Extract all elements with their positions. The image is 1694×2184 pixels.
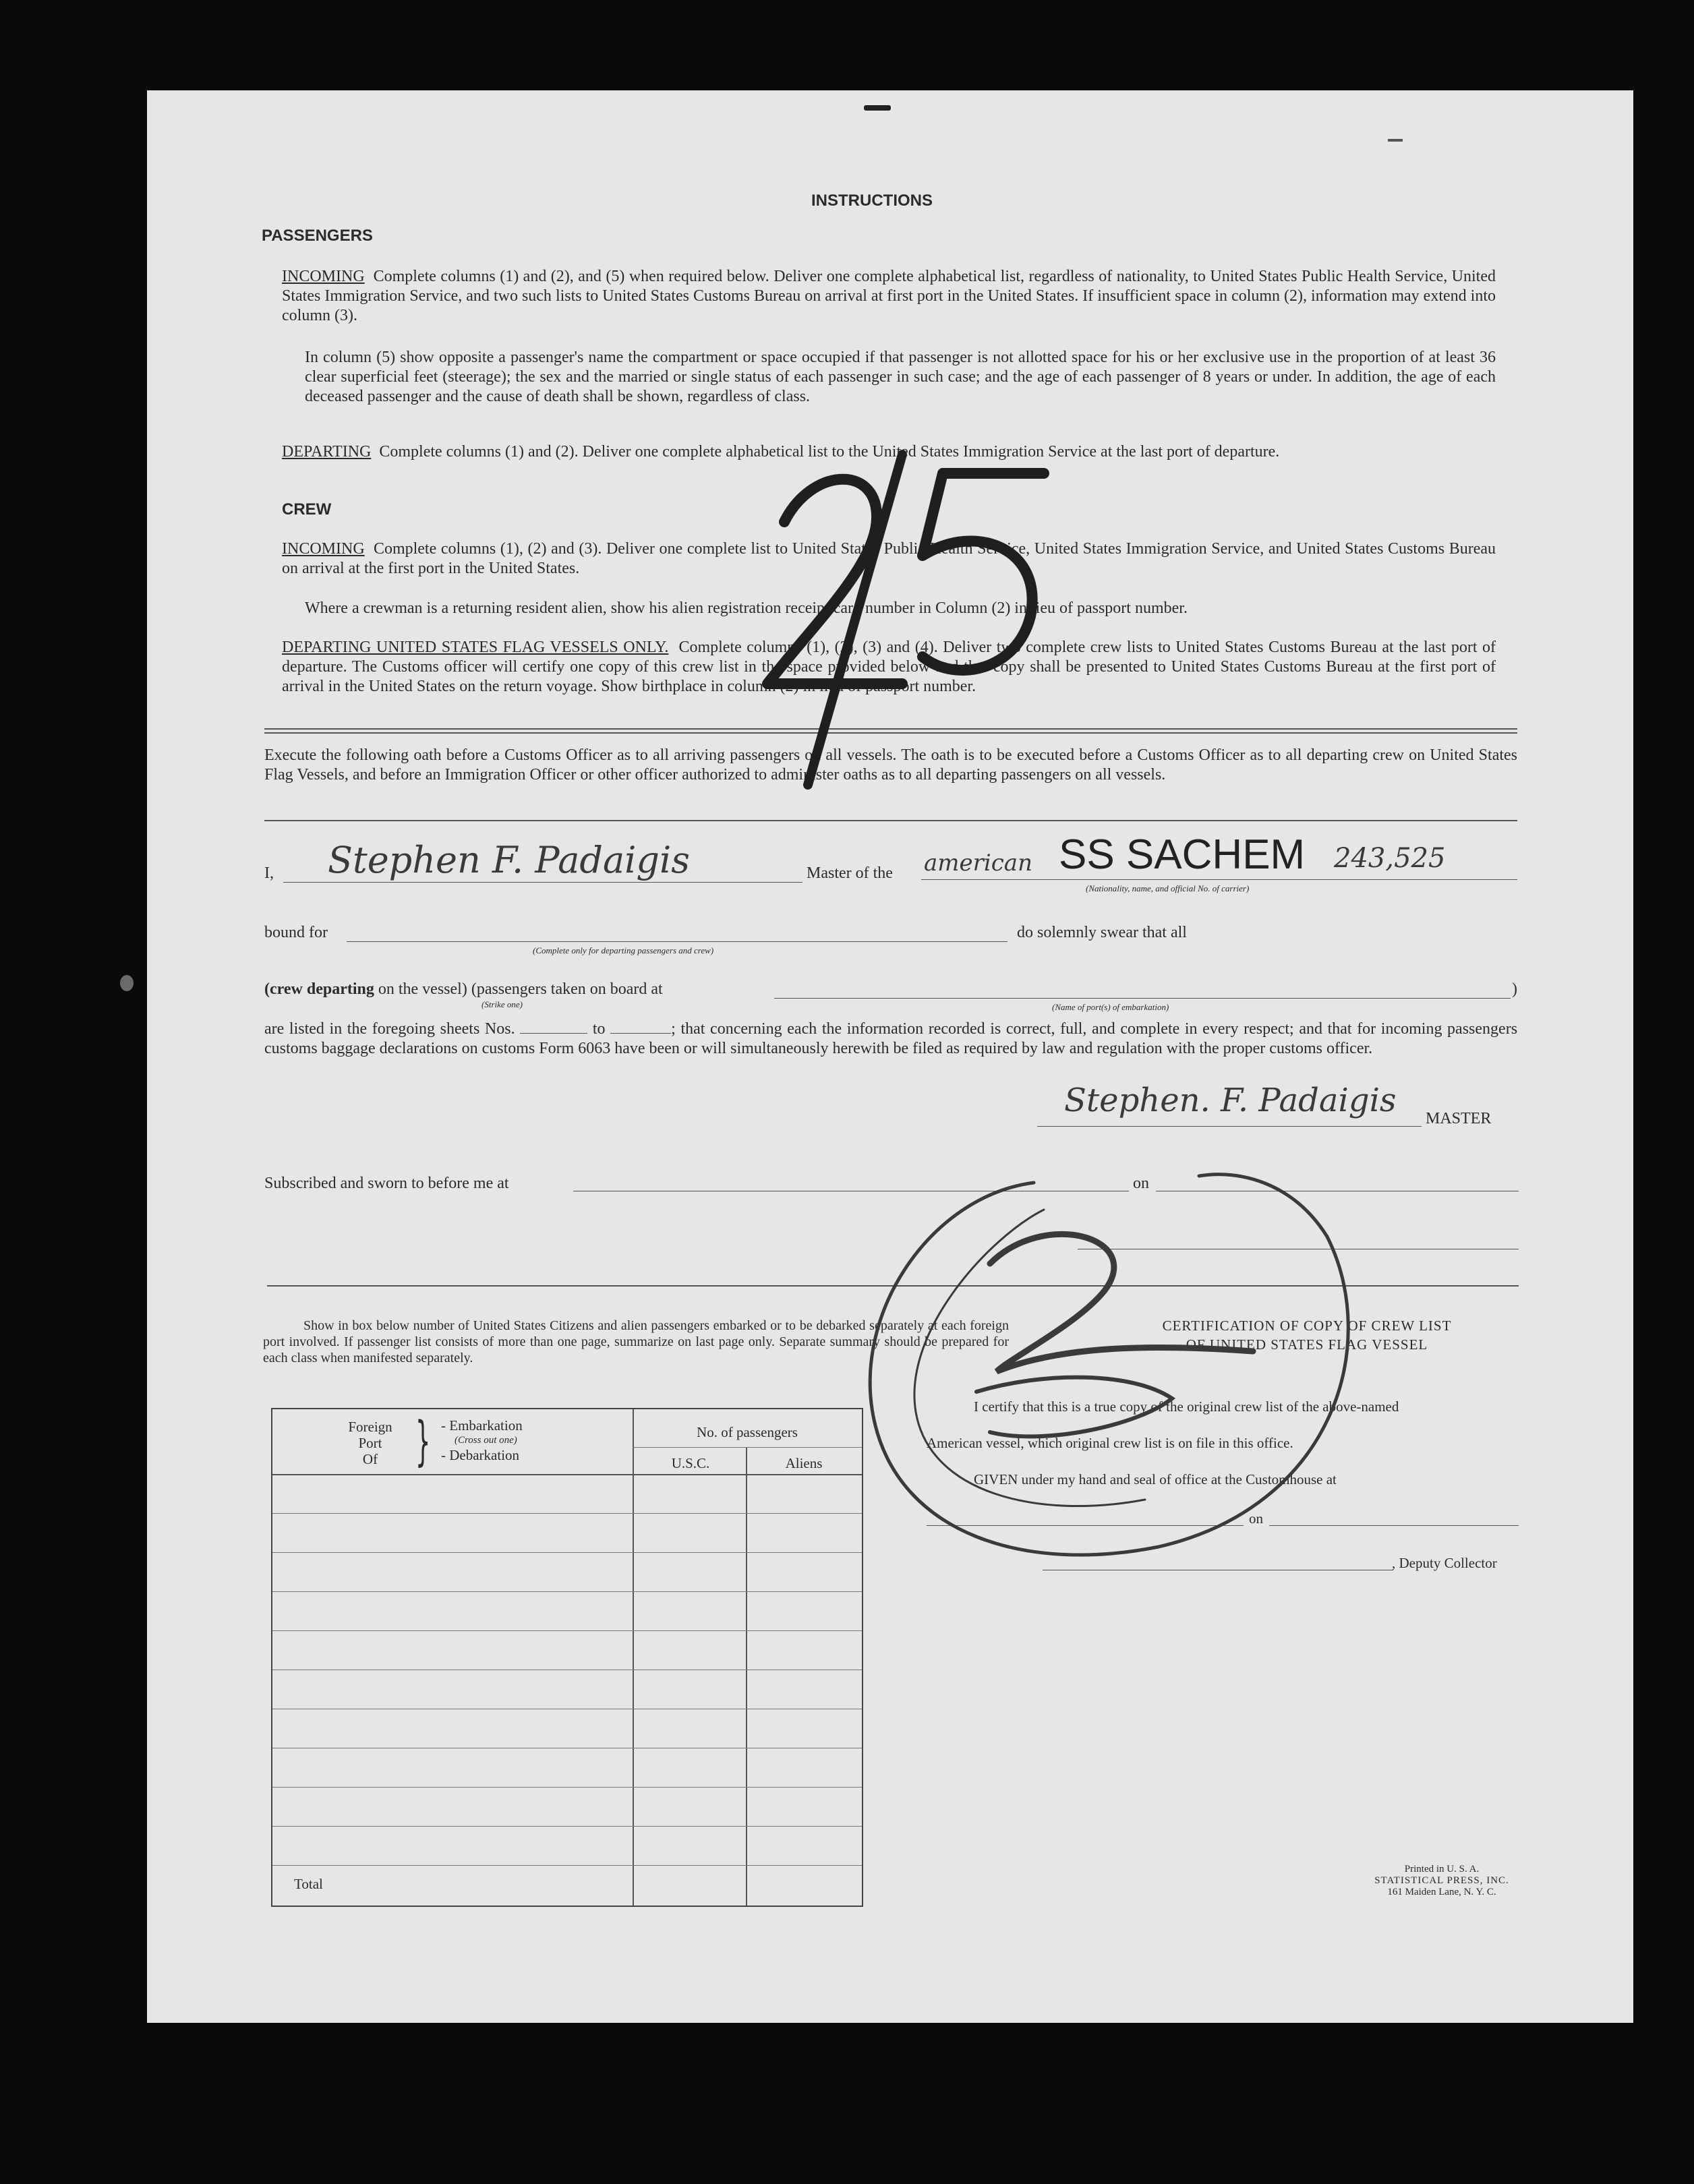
left-punch-mark <box>120 975 134 991</box>
passengers-heading: PASSENGERS <box>262 227 373 245</box>
crew-incoming-text: Complete columns (1), (2) and (3). Deliver one complete list to United States Public Health Service, United States Immigration Service, and United States Customs Bureau on arrival at the first port in the United States. <box>282 540 1496 577</box>
brace-glyph: } <box>415 1411 431 1472</box>
top-right-mark <box>1388 139 1403 142</box>
crew-incoming-label: INCOMING <box>282 540 365 558</box>
flag-vessels-label: DEPARTING UNITED STATES FLAG VESSELS ONLY. <box>282 639 669 656</box>
column5-paragraph: In column (5) show opposite a passenger's name the compartment or space occupied if that passenger is not allotted space for his or her exclusive use in the proportion of at least 36 clear superficial feet (steerage); the sex and the married or single status of each passenger in such case; and the age of each passenger of 8 years or under. In addition, the age of each deceased passenger and the cause of death shall be shown, regardless of class. <box>305 349 1496 405</box>
document-sheet <box>147 90 1633 2023</box>
crewman-paragraph: Where a crewman is a returning resident alien, show his alien registration receipt card number in Column (2) in lieu of passport number. <box>305 599 1188 617</box>
bound-for-label: bound for <box>264 924 328 941</box>
passengers-departing-label: DEPARTING <box>282 443 372 461</box>
debarkation-label: - Debarkation <box>441 1447 520 1463</box>
printer-line2: STATISTICAL PRESS, INC. <box>1374 1875 1509 1886</box>
passengers-incoming-text: Complete columns (1) and (2), and (5) when required below. Deliver one complete alphabetical list, regardless of nationality, to United States Public Health Service, United States Immigration Service, and two such lists to United States Customs Bureau on arrival at first port in the United States. If insufficient space in column (2), information may extend into column (3). <box>282 268 1496 324</box>
listed-text-1: are listed in the foregoing sheets Nos. <box>264 1020 515 1038</box>
to-label: to <box>592 1020 606 1038</box>
pencil-sheet-number-mark <box>147 90 1633 2023</box>
i-label: I, <box>264 864 274 882</box>
flag-vessels-text: Complete columns (1), (2), (3) and (4). Deliver two complete crew lists to United States Customs Bureau at the last port of departure. The Customs officer will certify one copy of this crew list in the space provided below and that copy shall be presented to United States Customs Bureau at the first port of arrival in the United States on the return voyage. Show birthplace in column (2) in lieu of passport number. <box>282 639 1496 695</box>
no-of-passengers-header: No. of passengers <box>697 1424 798 1440</box>
listed-text-2: ; that concerning each the information recorded is correct, full, and complete in every respect; and that for incoming passengers customs baggage declarations on customs Form 6063 have been or will simultaneously herewith be filed as required by law and regulation with the proper customs officer. <box>264 1020 1518 1057</box>
nationality-handwritten: american <box>924 850 1032 877</box>
cross-out-label: (Cross out one) <box>455 1435 517 1446</box>
given-text: GIVEN under my hand and seal of office at the Customhouse at <box>974 1471 1337 1487</box>
foreign-label: Foreign <box>348 1419 392 1435</box>
summary-note: Show in box below number of United States Citizens and alien passengers embarked or to be debarked separately at each foreign port involved. If passenger list consists of more than one page, summarize on last page only. Separate summary should be prepared for each class when manifested separately. <box>263 1318 1009 1365</box>
passengers-departing-text: Complete columns (1) and (2). Deliver one complete alphabetical list to the United States Immigration Service at the last port of departure. <box>379 443 1280 461</box>
master-label: MASTER <box>1426 1110 1492 1127</box>
certification-on-label: on <box>1249 1510 1263 1527</box>
bound-for-caption: (Complete only for departing passengers and crew) <box>533 945 714 955</box>
top-margin-mark <box>864 105 891 111</box>
embarkation-label: - Embarkation <box>441 1417 523 1434</box>
instructions-title: INSTRUCTIONS <box>811 191 933 210</box>
printer-line3: 161 Maiden Lane, N. Y. C. <box>1387 1887 1496 1897</box>
passengers-incoming-label: INCOMING <box>282 268 365 285</box>
usc-header: U.S.C. <box>671 1455 710 1471</box>
master-name-handwritten: Stephen F. Padaigis <box>328 839 690 881</box>
crew-heading: CREW <box>282 500 332 519</box>
close-paren: ) <box>1512 980 1517 998</box>
master-of-label: Master of the <box>807 864 893 882</box>
certify-text: I certify that this is a true copy of the original crew list of the above-named <box>974 1398 1399 1415</box>
carrier-caption: (Nationality, name, and official No. of carrier) <box>1086 883 1250 893</box>
on-vessel-text: on the vessel) (passengers taken on board at <box>378 980 663 998</box>
of-label: Of <box>362 1451 378 1467</box>
subscribed-label: Subscribed and sworn to before me at <box>264 1175 509 1192</box>
deputy-collector-label: , Deputy Collector <box>1392 1555 1497 1571</box>
ports-caption: (Name of port(s) of embarkation) <box>1052 1002 1169 1012</box>
certification-title-line1: CERTIFICATION OF COPY OF CREW LIST <box>1162 1318 1452 1334</box>
printer-line1: Printed in U. S. A. <box>1404 1864 1480 1875</box>
strike-caption: (Strike one) <box>481 999 523 1009</box>
crew-departing-bold: (crew departing <box>264 980 374 998</box>
aliens-header: Aliens <box>785 1455 823 1471</box>
certification-title-line2: OF UNITED STATES FLAG VESSEL <box>1186 1336 1428 1353</box>
vessel-text: American vessel, which original crew list is on file in this office. <box>927 1435 1293 1451</box>
vessel-name-stamp: SS SACHEM <box>1059 831 1306 878</box>
port-label: Port <box>358 1435 382 1451</box>
oath-intro: Execute the following oath before a Customs Officer as to all arriving passengers on all vessels. The oath is to be executed before a Customs Officer as to all departing crew on United States Flag Vessels, and before an Immigration Officer or other officer authorized to administer oaths as to all departing passengers on all vessels. <box>264 746 1517 784</box>
official-number-handwritten: 243,525 <box>1334 843 1446 874</box>
total-label: Total <box>294 1876 323 1892</box>
subscribed-on-label: on <box>1133 1175 1149 1192</box>
master-signature: Stephen. F. Padaigis <box>1064 1082 1397 1119</box>
swear-text: do solemnly swear that all <box>1017 924 1187 941</box>
